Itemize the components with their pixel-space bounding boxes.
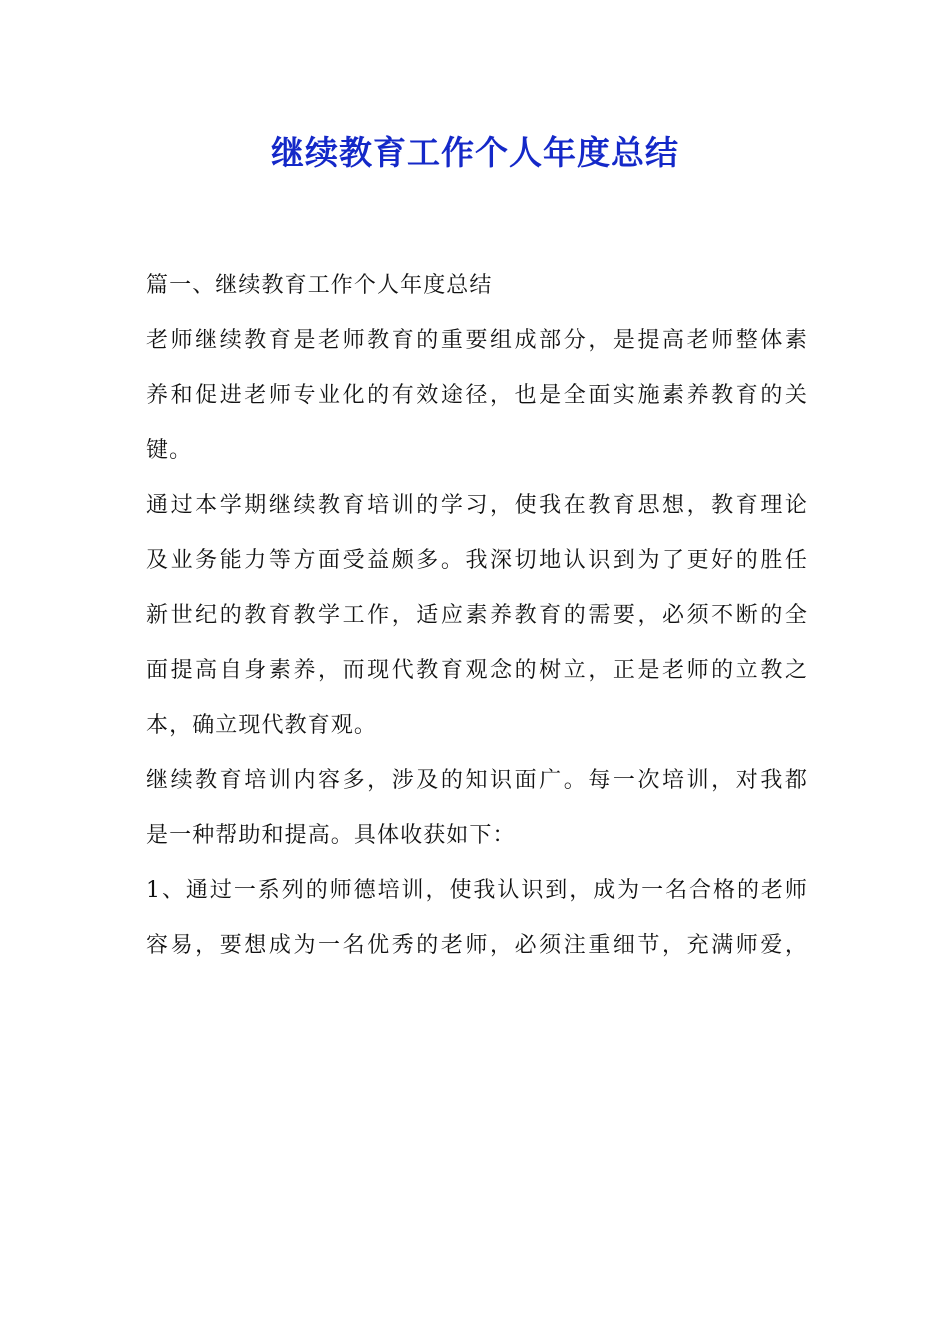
- text-line-12: 1、通过一系列的师德培训，使我认识到，成为一名合格的老师: [146, 878, 808, 903]
- text-line-8: 面提高自身素养，而现代教育观念的树立，正是老师的立教之: [146, 658, 808, 683]
- text-line-3: 养和促进老师专业化的有效途径，也是全面实施素养教育的关: [146, 383, 808, 408]
- text-line-6: 及业务能力等方面受益颇多。我深切地认识到为了更好的胜任: [146, 548, 808, 573]
- document-title: 继续教育工作个人年度总结: [271, 133, 679, 172]
- document-body: [146, 258, 808, 973]
- text-line-2: 老师继续教育是老师教育的重要组成部分，是提高老师整体素: [146, 328, 808, 353]
- text-line-11: 是一种帮助和提高。具体收获如下：: [146, 823, 516, 848]
- text-line-13: 容易，要想成为一名优秀的老师，必须注重细节，充满师爱，: [146, 933, 808, 958]
- text-line-1: 篇一、继续教育工作个人年度总结: [146, 273, 493, 298]
- text-line-9: 本，确立现代教育观。: [146, 713, 378, 738]
- text-line-7: 新世纪的教育教学工作，适应素养教育的需要，必须不断的全: [146, 603, 808, 628]
- text-line-5: 通过本学期继续教育培训的学习，使我在教育思想，教育理论: [146, 493, 808, 518]
- text-line-10: 继续教育培训内容多，涉及的知识面广。每一次培训，对我都: [146, 768, 808, 793]
- text-line-4: 键。: [146, 438, 193, 463]
